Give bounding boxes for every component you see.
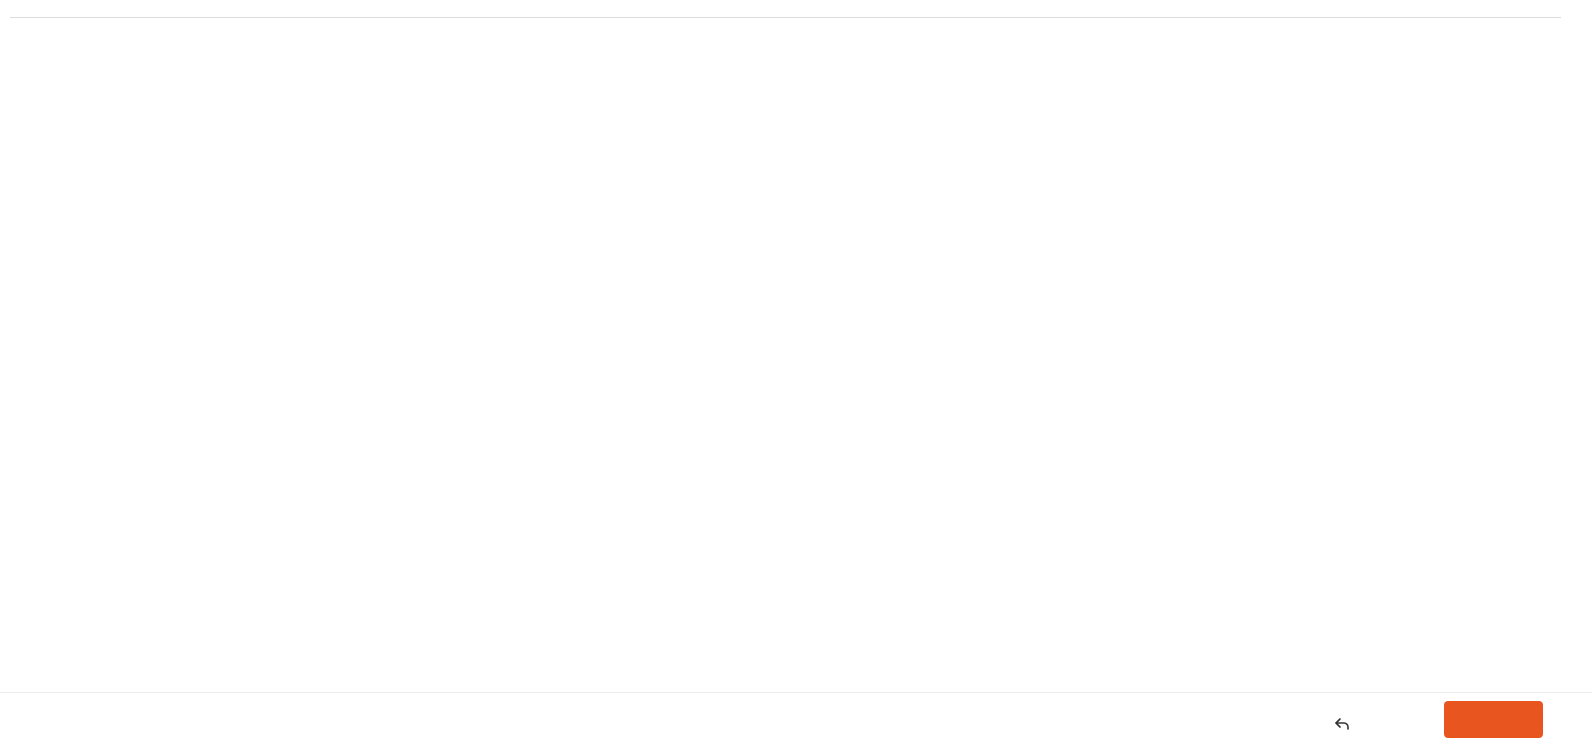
- footer-bar: [0, 692, 1592, 755]
- reply-arrow-icon: [1334, 716, 1350, 732]
- confirm-button[interactable]: [1444, 701, 1543, 738]
- back-button[interactable]: [1334, 706, 1424, 742]
- section-importar-nfse: [5, 0, 1561, 34]
- import-form: [5, 0, 1561, 34]
- section-divider: [10, 17, 1561, 18]
